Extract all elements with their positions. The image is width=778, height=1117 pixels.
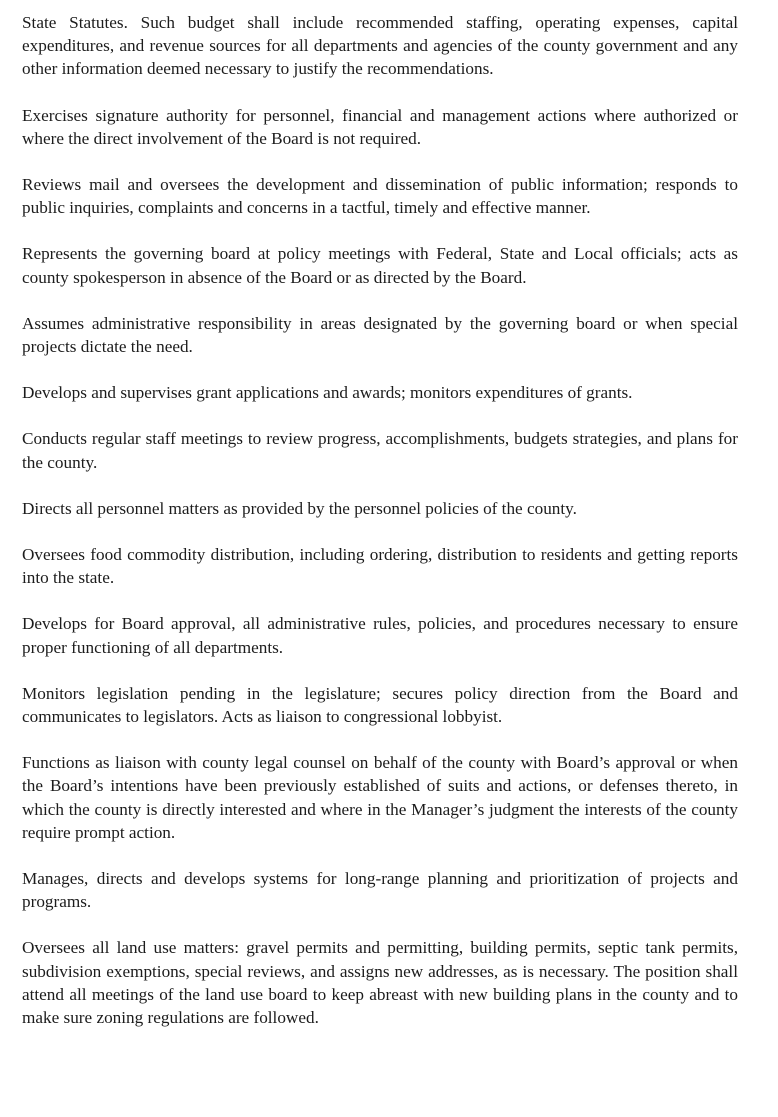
paragraph-grant-applications: Develops and supervises grant applications and awards; monitors expenditures of grants. <box>22 383 633 403</box>
paragraph-food-commodity: Oversees food commodity distribution, including ordering, distribution to residents and getting reports into the state. <box>22 545 738 588</box>
document-page <box>22 11 738 1052</box>
paragraph-administrative-responsibility: Assumes administrative responsibility in areas designated by the governing board or when special projects dictate the need. <box>22 313 738 357</box>
paragraph-legislation: Monitors legislation pending in the legislature; secures policy direction from the Board and communicates to legislators. Acts as liaison to congressional lobbyist. <box>22 683 738 727</box>
paragraph-represents-board: Represents the governing board at policy meetings with Federal, State and Local officials; acts as county spokesperson in absence of the Board or as directed by the Board. <box>22 244 738 287</box>
paragraph-legal-counsel: Functions as liaison with county legal counsel on behalf of the county with Board’s approval or when the Board’s intentions have been previously established of suits and actions, or defenses thereto, in which the county is directly interested and where in the Manager’s judgment the interests of the county require prompt action. <box>22 753 738 842</box>
paragraph-staff-meetings: Conducts regular staff meetings to review progress, accomplishments, budgets strategies, and plans for the county. <box>22 429 738 472</box>
paragraph-personnel-matters: Directs all personnel matters as provided by the personnel policies of the county. <box>22 498 577 518</box>
paragraph-land-use: Oversees all land use matters: gravel permits and permitting, building permits, septic tank permits, subdivision exemptions, special reviews, and assigns new addresses, as is necessary. The position shall attend all meetings of the land use board to keep abreast with new building plans in the county and to make sure zoning regulations are followed. <box>22 938 738 1028</box>
paragraph-public-information: Reviews mail and oversees the development and dissemination of public information; responds to public inquiries, complaints and concerns in a tactful, timely and effective manner. <box>22 175 738 218</box>
paragraph-administrative-rules: Develops for Board approval, all administrative rules, policies, and procedures necessary to ensure proper functioning of all departments. <box>22 614 738 657</box>
paragraph-long-range-planning: Manages, directs and develops systems for long-range planning and prioritization of projects and programs. <box>22 869 738 912</box>
paragraph-signature-authority: Exercises signature authority for personnel, financial and management actions where authorized or where the direct involvement of the Board is not required. <box>22 105 738 148</box>
paragraph-budget-statutes: State Statutes. Such budget shall include recommended staffing, operating expenses, capital expenditures, and revenue sources for all departments and agencies of the county government and any other information deemed necessary to justify the recommendations. <box>22 13 738 79</box>
